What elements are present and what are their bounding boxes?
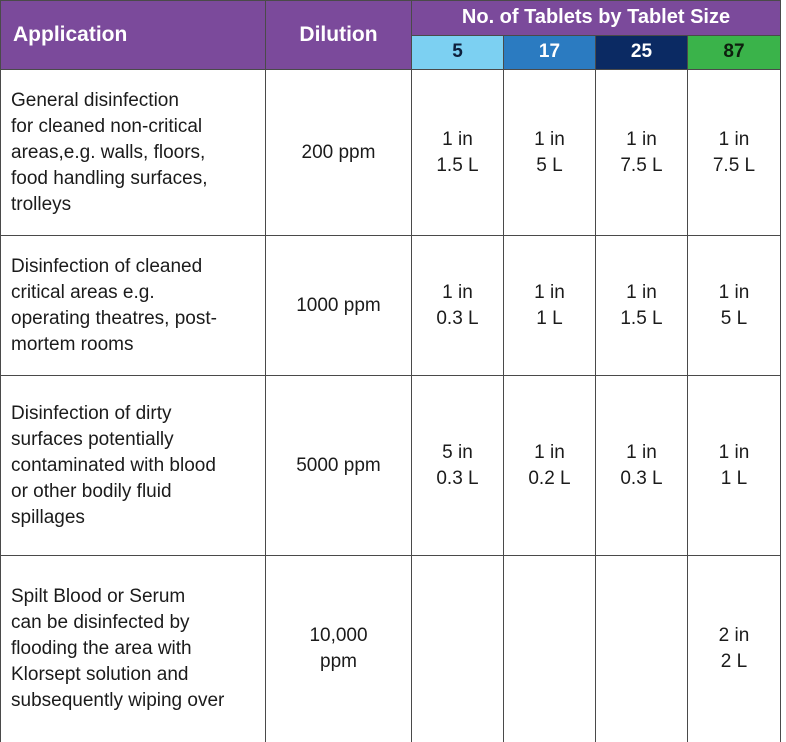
header-dilution: Dilution bbox=[266, 1, 412, 70]
table-row bbox=[1, 376, 781, 556]
tablet-cell-5 bbox=[412, 556, 504, 742]
tablet-cell-25 bbox=[596, 556, 688, 742]
header-size-25: 25 bbox=[596, 35, 688, 70]
header-tablets-by-size: No. of Tablets by Tablet Size bbox=[412, 1, 781, 36]
application-cell: General disinfection for cleaned non-critical areas,e.g. walls, floors, food handling surfaces, trolleys bbox=[1, 70, 266, 236]
tablet-cell-5: 1 in 1.5 L bbox=[412, 70, 504, 236]
header-size-5: 5 bbox=[412, 35, 504, 70]
dilution-cell: 200 ppm bbox=[266, 70, 412, 236]
dilution-cell: 5000 ppm bbox=[266, 376, 412, 556]
tablet-cell-5: 1 in 0.3 L bbox=[412, 236, 504, 376]
tablet-cell-17: 1 in 0.2 L bbox=[504, 376, 596, 556]
tablet-cell-17: 1 in 1 L bbox=[504, 236, 596, 376]
application-cell: Disinfection of cleaned critical areas e.g. operating theatres, post- mortem rooms bbox=[1, 236, 266, 376]
tablet-cell-5: 5 in 0.3 L bbox=[412, 376, 504, 556]
tablet-cell-25: 1 in 1.5 L bbox=[596, 236, 688, 376]
tablet-cell-87: 1 in 5 L bbox=[688, 236, 781, 376]
tablet-cell-87: 1 in 7.5 L bbox=[688, 70, 781, 236]
tablet-cell-17: 1 in 5 L bbox=[504, 70, 596, 236]
tablet-cell-25: 1 in 7.5 L bbox=[596, 70, 688, 236]
tablet-cell-87: 1 in 1 L bbox=[688, 376, 781, 556]
table-row bbox=[1, 236, 781, 376]
tablet-cell-87: 2 in 2 L bbox=[688, 556, 781, 742]
table-row bbox=[1, 556, 781, 742]
dilution-cell: 1000 ppm bbox=[266, 236, 412, 376]
header-application: Application bbox=[1, 1, 266, 70]
header-size-87: 87 bbox=[688, 35, 781, 70]
table-row bbox=[1, 70, 781, 236]
tablet-cell-17 bbox=[504, 556, 596, 742]
application-cell: Spilt Blood or Serum can be disinfected by flooding the area with Klorsept solution and subsequently wiping over bbox=[1, 556, 266, 742]
application-cell: Disinfection of dirty surfaces potentially contaminated with blood or other bodily fluid spillages bbox=[1, 376, 266, 556]
header-size-17: 17 bbox=[504, 35, 596, 70]
dilution-cell: 10,000 ppm bbox=[266, 556, 412, 742]
tablet-cell-25: 1 in 0.3 L bbox=[596, 376, 688, 556]
